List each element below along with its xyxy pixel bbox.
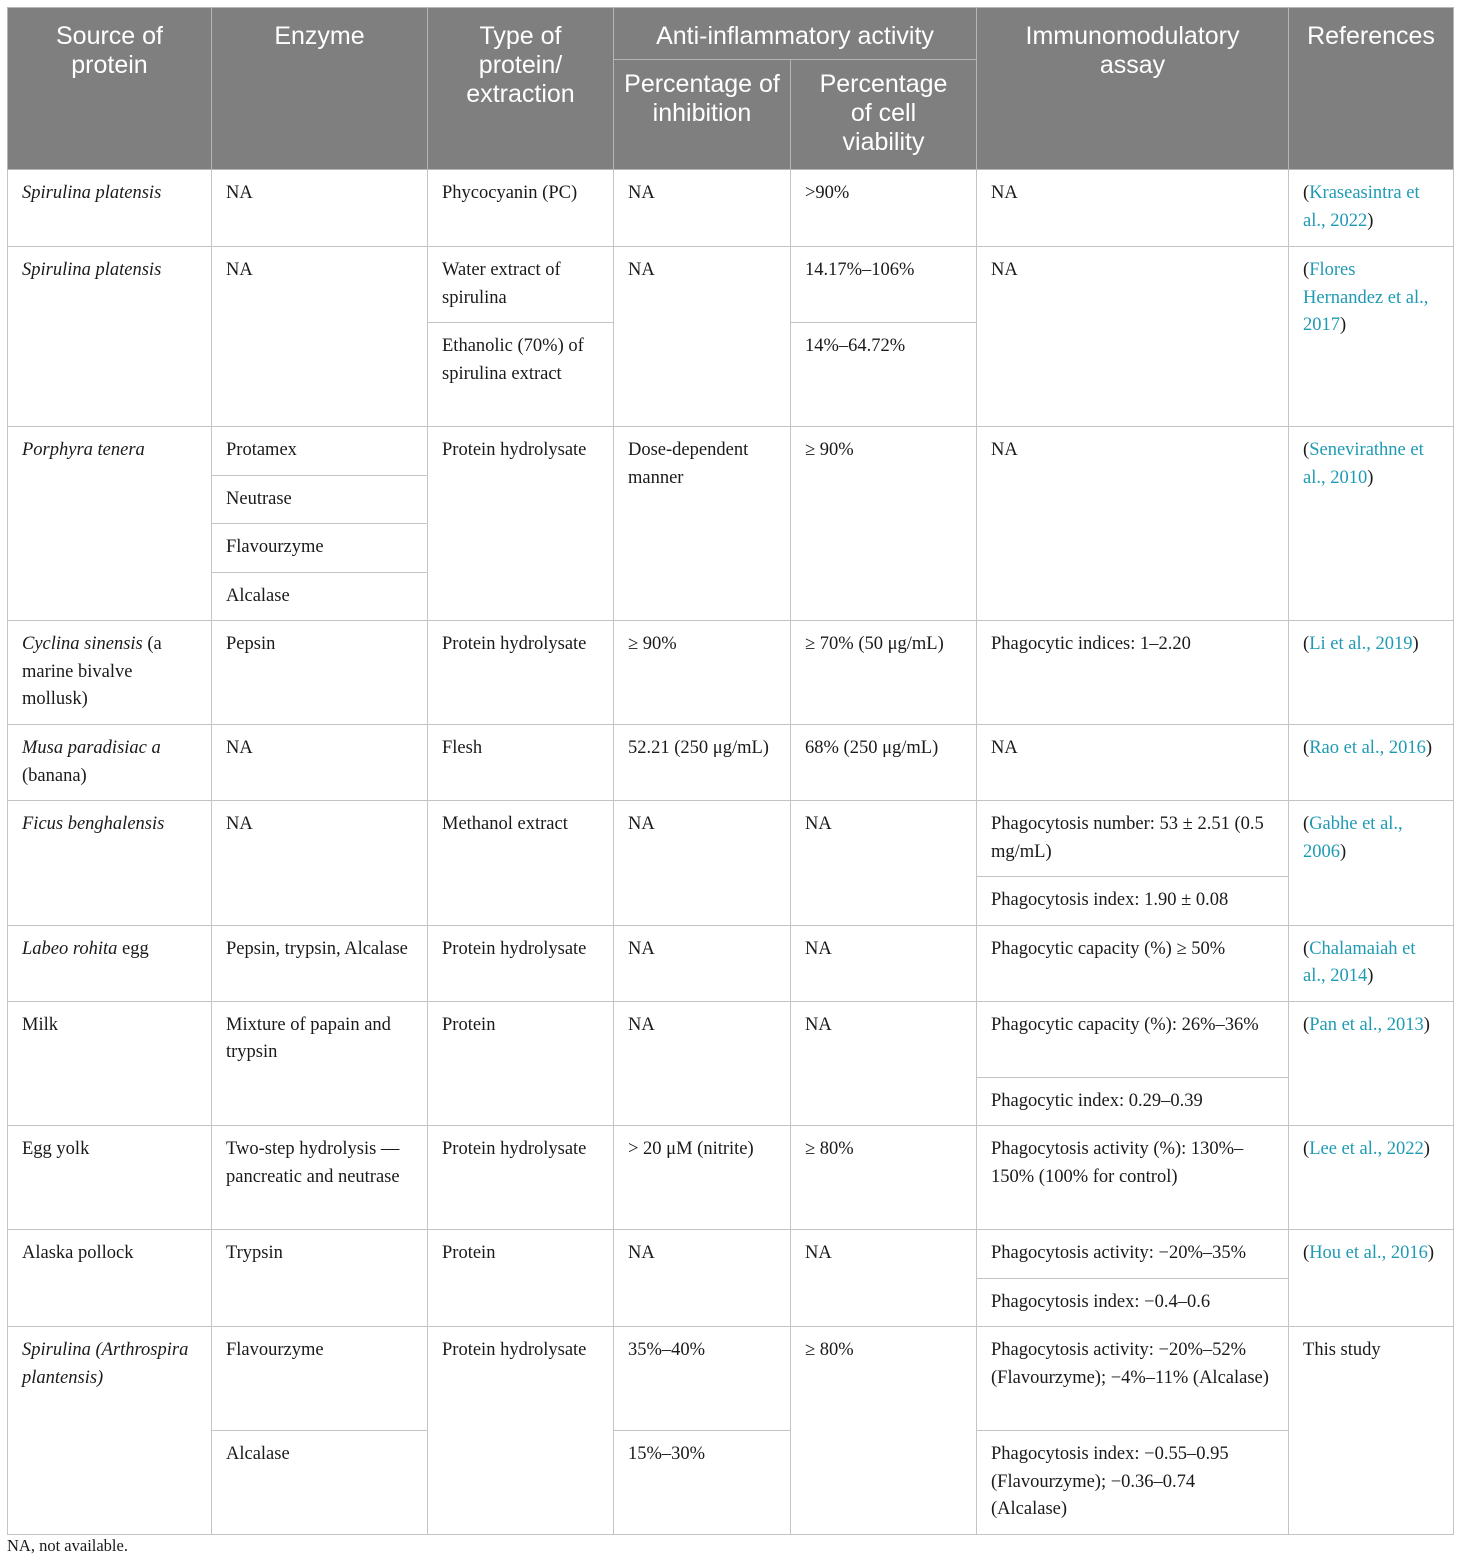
cell-source	[8, 170, 212, 247]
cell-immuno: Phagocytosis index: 1.90 ± 0.08	[977, 877, 1289, 926]
source-text: Spirulina platensis	[22, 260, 162, 280]
cell-inhibition: NA	[614, 247, 791, 427]
cell-type: Phycocyanin (PC)	[428, 170, 614, 247]
cell-enzyme: Trypsin	[212, 1230, 428, 1327]
ref-paren: (	[1303, 1243, 1310, 1263]
ref-paren: (	[1303, 938, 1310, 959]
cell-reference	[1289, 427, 1454, 621]
table-row	[8, 1230, 1454, 1279]
cell-type: Protein hydrolysate	[428, 1126, 614, 1230]
table-body	[8, 170, 1454, 1535]
table-row	[8, 725, 1454, 801]
cell-viability: ≥ 80%	[791, 1126, 977, 1230]
cell-enzyme: NA	[212, 247, 428, 427]
cell-source	[8, 621, 212, 725]
cell-reference: This study	[1289, 1327, 1454, 1535]
table-wrapper	[7, 7, 1453, 1535]
cell-type: Flesh	[428, 725, 614, 801]
ref-paren: (	[1303, 1014, 1310, 1035]
ref-paren: (	[1303, 260, 1310, 280]
source-detail: (a marine bivalve mollusk)	[22, 634, 162, 709]
header-references: References	[1289, 8, 1454, 170]
cell-type: Protein hydrolysate	[428, 925, 614, 1001]
source-text: Ficus benghalensis	[22, 814, 165, 834]
cell-source: Egg yolk	[8, 1126, 212, 1230]
header-inhibition: Percentage of inhibition	[614, 60, 791, 170]
header-source: Source of protein	[8, 8, 212, 170]
cell-viability: NA	[791, 801, 977, 926]
table-footnote: NA, not available.	[7, 1536, 128, 1555]
cell-immuno: Phagocytosis activity: −20%–52% (Flavourzyme); −4%–11% (Alcalase)	[977, 1327, 1289, 1431]
source-text: Porphyra tenera	[22, 440, 145, 460]
cell-enzyme: Protamex	[212, 427, 428, 476]
source-detail: (banana)	[22, 765, 87, 786]
cell-inhibition: ≥ 90%	[614, 621, 791, 725]
cell-source: Milk	[8, 1001, 212, 1126]
ref-paren: )	[1427, 1243, 1435, 1263]
cell-viability: NA	[791, 1230, 977, 1327]
ref-paren: )	[1425, 738, 1432, 758]
ref-paren: (	[1303, 440, 1310, 460]
table-row	[8, 801, 1454, 877]
cell-reference	[1289, 801, 1454, 926]
cell-inhibition: > 20 μM (nitrite)	[614, 1126, 791, 1230]
cell-immuno: Phagocytosis activity: −20%–35%	[977, 1230, 1289, 1279]
cell-immuno: Phagocytosis activity (%): 130%–150% (100% for control)	[977, 1126, 1289, 1230]
ref-paren: )	[1423, 1139, 1430, 1159]
reference-link[interactable]: Kraseasintra et al., 2022	[1303, 183, 1420, 231]
cell-source	[8, 1327, 212, 1535]
cell-inhibition: Dose-dependent manner	[614, 427, 791, 621]
cell-source	[8, 725, 212, 801]
cell-enzyme: Flavourzyme	[212, 1327, 428, 1431]
cell-enzyme: Pepsin	[212, 621, 428, 725]
cell-inhibition: NA	[614, 170, 791, 247]
source-text: Spirulina (Arthrospira plantensis)	[22, 1340, 189, 1388]
ref-paren: )	[1367, 210, 1374, 231]
reference-link[interactable]: Rao et al., 2016	[1309, 738, 1426, 758]
ref-paren: (	[1303, 814, 1310, 834]
cell-source	[8, 427, 212, 621]
ref-paren: )	[1340, 841, 1347, 862]
cell-inhibition: 35%–40%	[614, 1327, 791, 1431]
ref-paren: )	[1340, 315, 1347, 335]
reference-link[interactable]: Pan et al., 2013	[1309, 1014, 1424, 1035]
cell-immuno: Phagocytic index: 0.29–0.39	[977, 1077, 1289, 1126]
cell-viability: ≥ 70% (50 μg/mL)	[791, 621, 977, 725]
table-row	[8, 427, 1454, 476]
ref-paren: (	[1303, 738, 1310, 758]
reference-link[interactable]: Chalamaiah et al., 2014	[1303, 938, 1416, 986]
cell-reference	[1289, 925, 1454, 1001]
cell-type: Protein	[428, 1230, 614, 1327]
reference-link[interactable]: Gabhe et al., 2006	[1303, 814, 1403, 862]
cell-reference	[1289, 1126, 1454, 1230]
reference-link[interactable]: Flores Hernandez et al., 2017	[1303, 260, 1429, 335]
cell-reference	[1289, 1001, 1454, 1126]
ref-paren: (	[1303, 634, 1310, 654]
source-detail: egg	[117, 938, 149, 959]
cell-viability: NA	[791, 1001, 977, 1126]
comparison-table	[7, 7, 1454, 1535]
cell-enzyme: Two-step hydrolysis —pancreatic and neutrase	[212, 1126, 428, 1230]
source-text: Spirulina platensis	[22, 183, 162, 203]
cell-inhibition: NA	[614, 801, 791, 926]
ref-paren: )	[1367, 467, 1374, 488]
cell-viability: 68% (250 μg/mL)	[791, 725, 977, 801]
cell-immuno: Phagocytic capacity (%) ≥ 50%	[977, 925, 1289, 1001]
ref-paren: )	[1367, 966, 1374, 986]
cell-viability: 14.17%–106%	[791, 247, 977, 323]
cell-immuno: Phagocytosis index: −0.55–0.95 (Flavourzyme); −0.36–0.74 (Alcalase)	[977, 1431, 1289, 1535]
cell-immuno: Phagocytic capacity (%): 26%–36%	[977, 1001, 1289, 1077]
header-type: Type of protein/ extraction	[428, 8, 614, 170]
cell-enzyme: Pepsin, trypsin, Alcalase	[212, 925, 428, 1001]
cell-inhibition: NA	[614, 925, 791, 1001]
cell-enzyme: NA	[212, 801, 428, 926]
cell-enzyme: Flavourzyme	[212, 524, 428, 573]
cell-inhibition: NA	[614, 1001, 791, 1126]
cell-inhibition: 15%–30%	[614, 1431, 791, 1535]
cell-inhibition: NA	[614, 1230, 791, 1327]
cell-immuno: NA	[977, 170, 1289, 247]
source-text: Cyclina sinensis	[22, 634, 143, 654]
header-immunomodulatory: Immunomodulatory assay	[977, 8, 1289, 170]
reference-link[interactable]: Li et al., 2019	[1309, 634, 1413, 654]
cell-source	[8, 925, 212, 1001]
cell-immuno: Phagocytic indices: 1–2.20	[977, 621, 1289, 725]
cell-immuno: NA	[977, 427, 1289, 621]
cell-source	[8, 247, 212, 427]
cell-source: Alaska pollock	[8, 1230, 212, 1327]
ref-paren: (	[1303, 1139, 1310, 1159]
cell-enzyme: NA	[212, 725, 428, 801]
cell-viability: ≥ 80%	[791, 1327, 977, 1535]
cell-reference	[1289, 725, 1454, 801]
cell-viability: ≥ 90%	[791, 427, 977, 621]
table-row	[8, 925, 1454, 1001]
cell-immuno: Phagocytosis index: −0.4–0.6	[977, 1278, 1289, 1327]
cell-type: Ethanolic (70%) of spirulina extract	[428, 323, 614, 427]
header-enzyme: Enzyme	[212, 8, 428, 170]
cell-immuno: Phagocytosis number: 53 ± 2.51 (0.5 mg/mL)	[977, 801, 1289, 877]
cell-viability: >90%	[791, 170, 977, 247]
reference-link[interactable]: Hou et al., 2016	[1309, 1243, 1428, 1263]
cell-immuno: NA	[977, 247, 1289, 427]
cell-reference	[1289, 247, 1454, 427]
table-row	[8, 1327, 1454, 1431]
source-text: Labeo rohita	[22, 938, 118, 959]
cell-source	[8, 801, 212, 926]
ref-paren: )	[1423, 1014, 1430, 1035]
ref-paren: )	[1412, 634, 1419, 654]
table-row	[8, 170, 1454, 247]
cell-enzyme: Mixture of papain and trypsin	[212, 1001, 428, 1126]
ref-paren: (	[1303, 183, 1310, 203]
cell-type: Protein hydrolysate	[428, 1327, 614, 1535]
cell-enzyme: Alcalase	[212, 1431, 428, 1535]
header-viability: Percentage of cell viability	[791, 60, 977, 170]
source-text: Musa paradisiac a	[22, 738, 161, 758]
cell-inhibition: 52.21 (250 μg/mL)	[614, 725, 791, 801]
cell-reference	[1289, 621, 1454, 725]
cell-viability: 14%–64.72%	[791, 323, 977, 427]
cell-type: Protein hydrolysate	[428, 427, 614, 621]
cell-immuno: NA	[977, 725, 1289, 801]
table-row	[8, 1001, 1454, 1077]
cell-type: Methanol extract	[428, 801, 614, 926]
cell-viability: NA	[791, 925, 977, 1001]
reference-link[interactable]: Lee et al., 2022	[1309, 1139, 1424, 1159]
cell-type: Protein	[428, 1001, 614, 1126]
table-header	[8, 8, 1454, 170]
cell-reference	[1289, 170, 1454, 247]
table-row	[8, 621, 1454, 725]
cell-enzyme: Alcalase	[212, 572, 428, 621]
cell-reference	[1289, 1230, 1454, 1327]
table-row	[8, 1431, 1454, 1535]
table-row	[8, 1126, 1454, 1230]
cell-type: Protein hydrolysate	[428, 621, 614, 725]
cell-enzyme: Neutrase	[212, 475, 428, 524]
cell-type: Water extract of spirulina	[428, 247, 614, 323]
table-row	[8, 247, 1454, 323]
reference-link[interactable]: Senevirathne et al., 2010	[1303, 440, 1424, 488]
header-anti-inflammatory: Anti-inflammatory activity	[614, 8, 977, 60]
cell-enzyme: NA	[212, 170, 428, 247]
